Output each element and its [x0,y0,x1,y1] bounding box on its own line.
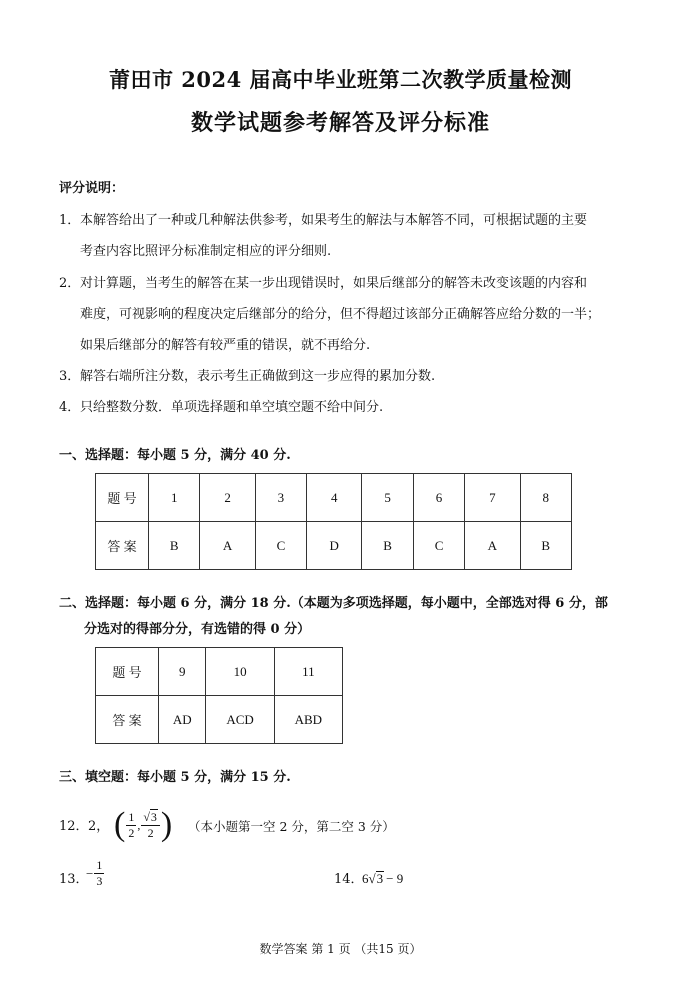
answer-cell: B [362,522,413,570]
question-number-cell: 3 [255,474,306,522]
section-1-heading: 一、选择题：每小题 5 分，满分 40 分. [59,448,291,463]
answer-cell: B [520,522,572,570]
answer-cell: ABD [274,696,342,744]
answer-table-single-choice [95,473,572,570]
answer-table-multiple-choice [95,647,343,744]
question-number-cell: 1 [149,474,200,522]
document-subtitle: 数学试题参考解答及评分标准 [190,110,490,136]
q12-fraction-2: $\frac{√3}{2}$ [141,809,160,841]
note-1-line-1: 本解答给出了一种或几种解法供参考，如果考生的解法与本解答不同，可根据试题的主要 [80,213,588,228]
q12-scoring-note: （本小题第一空 2 分，第二空 3 分） [188,819,395,834]
section-3-heading: 三、填空题：每小题 5 分，满分 15 分. [59,770,291,785]
note-1-line-2: 考查内容比照评分标准制定相应的评分细则. [80,244,332,259]
note-1-number: 1． [59,213,81,228]
answer-cell: AD [159,696,206,744]
answer-cell: A [200,522,255,570]
note-2-number: 2． [59,276,81,291]
question-number-cell: 10 [206,648,274,696]
q12-fraction-1: $\frac{1}{2}$ [128,809,135,840]
q14-label: 14． [334,872,364,887]
answer-cell: B [149,522,200,570]
answer-cell: C [255,522,306,570]
answer-cell: C [413,522,464,570]
question-number-cell: 2 [200,474,255,522]
q12-answer-1: 2， [88,819,110,834]
row-label-number: 题 号 [96,474,149,522]
answer-cell: A [465,522,520,570]
question-number-cell: 5 [362,474,413,522]
row-label-number: 题 号 [96,648,159,696]
note-2-line-3: 如果后继部分的解答有较严重的错误，就不再给分. [80,338,371,353]
section-2-heading-line-1: 二、选择题：每小题 6 分，满分 18 分.（本题为多项选择题，每小题中，全部选对得 6 分，部 [59,596,608,611]
question-number-cell: 8 [520,474,572,522]
question-number-cell: 7 [465,474,520,522]
question-number-cell: 4 [307,474,362,522]
note-4-number: 4． [59,400,81,415]
q13-label: 13． [59,872,89,887]
left-paren-symbol: ( [114,806,126,843]
notes-heading: 评分说明： [59,181,125,196]
note-2-line-1: 对计算题，当考生的解答在某一步出现错误时，如果后继部分的解答未改变该题的内容和 [80,276,588,291]
section-2-heading-line-2: 分选对的得部分分，有选错的得 0 分） [84,622,311,637]
note-3-number: 3． [59,369,81,384]
document-title: 莆田市 2024 届高中毕业班第二次教学质量检测 [108,67,573,92]
q12-label: 12． [59,819,89,834]
q14-answer: 6√3 − 9 [362,871,404,886]
answer-cell: ACD [206,696,274,744]
page-footer: 数学答案 第 1 页 （共15 页） [259,942,422,956]
note-4-line-1: 只给整数分数．单项选择题和单空填空题不给中间分. [80,400,384,415]
question-number-cell: 6 [413,474,464,522]
right-paren-symbol: ) [160,806,173,843]
q13-answer: − $\frac{1}{3}$ [86,858,103,888]
question-number-cell: 11 [274,648,342,696]
note-3-line-1: 解答右端所注分数，表示考生正确做到这一步应得的累加分数. [80,369,436,384]
q13-fraction: $\frac{1}{3}$ [96,858,103,888]
row-label-answer: 答 案 [96,696,159,744]
q12-answer-2-point: ( $\frac{1}{2}$ , $\frac{√3}{2}$ ) [114,806,173,843]
answer-cell: D [307,522,362,570]
row-label-answer: 答 案 [96,522,149,570]
note-2-line-2: 难度，可视影响的程度决定后继部分的给分，但不得超过该部分正确解答应给分数的一半； [80,307,601,322]
question-number-cell: 9 [159,648,206,696]
